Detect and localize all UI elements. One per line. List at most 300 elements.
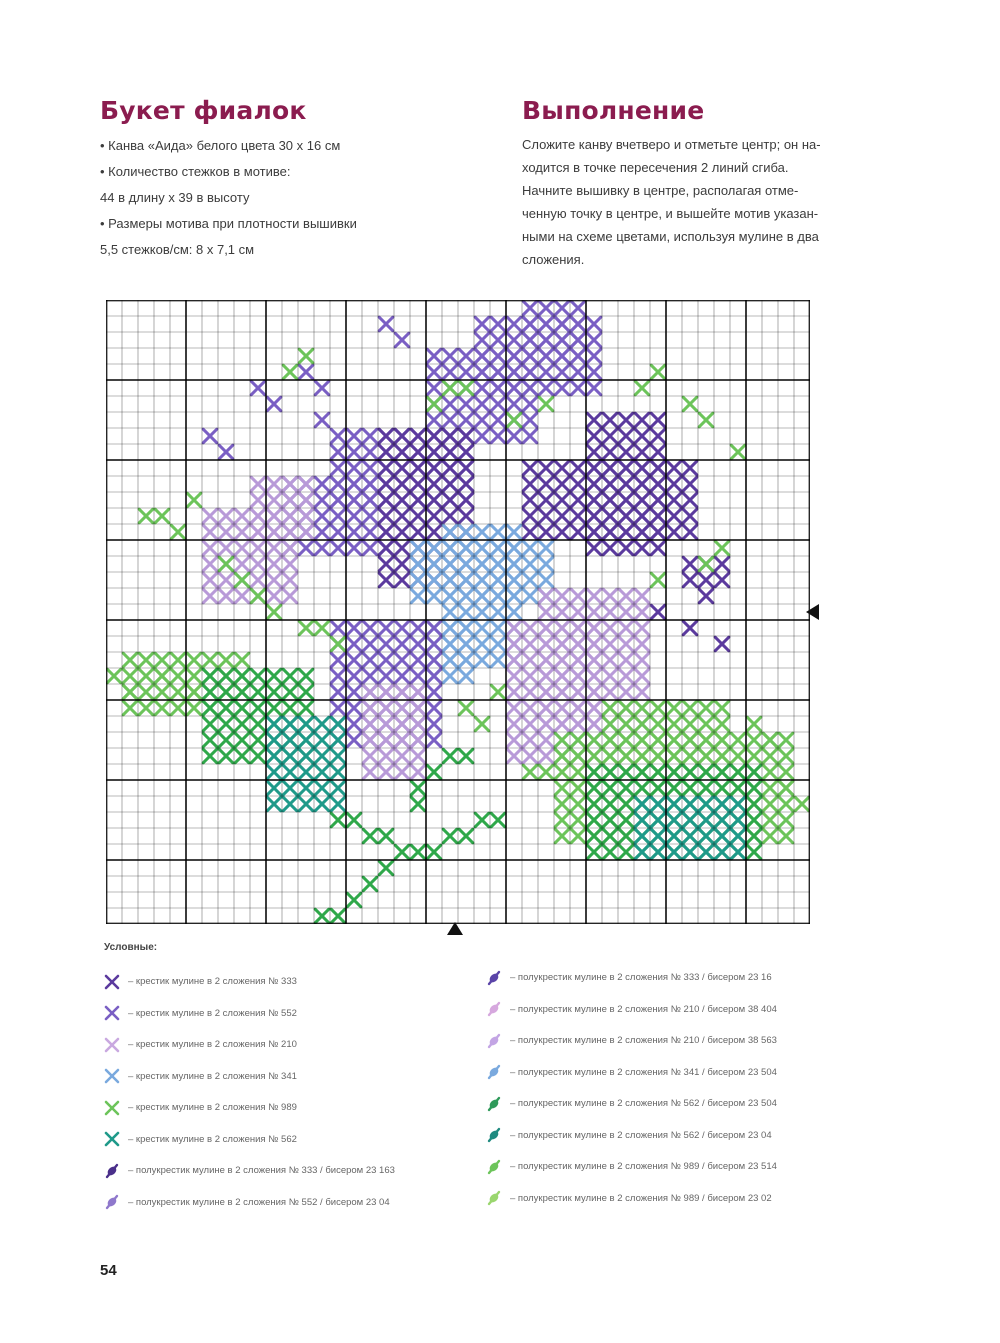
stitch: [683, 717, 697, 731]
stitch: [491, 333, 505, 347]
stitch: [411, 797, 425, 811]
stitch: [395, 493, 409, 507]
stitch: [619, 701, 633, 715]
legend-item: [104, 966, 395, 998]
stitch: [395, 557, 409, 571]
stitch: [491, 685, 505, 699]
stitch: [411, 461, 425, 475]
stitch: [443, 349, 457, 363]
stitch: [379, 861, 393, 875]
stitch: [203, 589, 217, 603]
stitch: [699, 813, 713, 827]
stitch: [363, 717, 377, 731]
stitch: [683, 397, 697, 411]
stitch: [571, 685, 585, 699]
stitch: [795, 797, 809, 811]
stitch: [475, 717, 489, 731]
stitch: [555, 765, 569, 779]
stitch: [491, 621, 505, 635]
stitch: [699, 557, 713, 571]
stitch: [587, 653, 601, 667]
stitch: [523, 301, 537, 315]
stitch: [299, 685, 313, 699]
stitch: [395, 685, 409, 699]
stitch: [363, 429, 377, 443]
bead-stitch-icon: [486, 1064, 502, 1080]
stitch: [619, 509, 633, 523]
stitch: [235, 685, 249, 699]
stitch: [411, 749, 425, 763]
stitch: [683, 797, 697, 811]
stitch: [619, 717, 633, 731]
stitch: [603, 589, 617, 603]
stitch: [379, 621, 393, 635]
stitch: [523, 557, 537, 571]
stitch: [267, 749, 281, 763]
stitch: [459, 477, 473, 491]
stitch: [251, 669, 265, 683]
stitch: [395, 765, 409, 779]
stitch: [667, 797, 681, 811]
stitch: [219, 669, 233, 683]
stitch: [763, 765, 777, 779]
stitch: [251, 525, 265, 539]
legend-item: [104, 1155, 395, 1187]
stitch: [427, 477, 441, 491]
stitch: [267, 525, 281, 539]
stitch: [763, 733, 777, 747]
stitch: [315, 509, 329, 523]
stitch: [155, 653, 169, 667]
spec-line: • Размеры мотива при плотности вышивки: [100, 216, 357, 231]
stitch: [459, 493, 473, 507]
stitch: [411, 717, 425, 731]
stitch: [683, 621, 697, 635]
stitch: [331, 541, 345, 555]
stitch: [219, 557, 233, 571]
stitch: [619, 797, 633, 811]
stitch: [603, 749, 617, 763]
spec-line: • Количество стежков в мотиве:: [100, 164, 291, 179]
stitch: [523, 749, 537, 763]
stitch: [267, 557, 281, 571]
stitch: [587, 461, 601, 475]
stitch: [299, 669, 313, 683]
stitch: [651, 493, 665, 507]
stitch: [731, 733, 745, 747]
stitch: [587, 765, 601, 779]
stitch: [619, 493, 633, 507]
stitch: [219, 445, 233, 459]
stitch: [123, 685, 137, 699]
stitch: [699, 589, 713, 603]
stitch: [475, 637, 489, 651]
stitch: [603, 845, 617, 859]
legend-text: – полукрестик мулине в 2 сложения № 562 / бисером 23 04: [510, 1129, 772, 1141]
pattern-title: Букет фиалок: [100, 96, 307, 125]
stitch: [299, 717, 313, 731]
stitch: [539, 717, 553, 731]
stitch: [779, 749, 793, 763]
stitch: [619, 813, 633, 827]
stitch: [539, 525, 553, 539]
stitch: [523, 397, 537, 411]
stitch: [203, 429, 217, 443]
center-column-marker-icon: [447, 922, 463, 935]
stitch: [379, 477, 393, 491]
stitch: [379, 733, 393, 747]
stitch: [523, 621, 537, 635]
stitch: [571, 717, 585, 731]
stitch: [571, 333, 585, 347]
stitch: [315, 621, 329, 635]
stitch: [571, 829, 585, 843]
stitch: [619, 829, 633, 843]
description-column: [100, 96, 470, 263]
stitch: [651, 461, 665, 475]
stitch: [747, 829, 761, 843]
stitch: [715, 765, 729, 779]
stitch: [619, 653, 633, 667]
stitch: [219, 509, 233, 523]
stitch: [395, 621, 409, 635]
legend-item: [104, 1092, 395, 1124]
stitch: [347, 653, 361, 667]
stitch: [267, 493, 281, 507]
stitch: [555, 637, 569, 651]
stitch: [587, 621, 601, 635]
legend-item: [486, 1183, 777, 1215]
stitch: [235, 573, 249, 587]
stitch: [619, 845, 633, 859]
stitch: [267, 589, 281, 603]
stitch: [587, 733, 601, 747]
stitch: [587, 365, 601, 379]
stitch: [315, 541, 329, 555]
legend-item: [486, 962, 777, 994]
stitch: [331, 685, 345, 699]
stitch: [619, 733, 633, 747]
stitch: [491, 637, 505, 651]
stitch: [651, 525, 665, 539]
stitch: [219, 541, 233, 555]
stitch: [539, 669, 553, 683]
stitch: [667, 781, 681, 795]
stitch: [395, 669, 409, 683]
stitch: [763, 797, 777, 811]
stitch: [491, 365, 505, 379]
stitch: [427, 717, 441, 731]
stitch: [635, 781, 649, 795]
stitch: [507, 349, 521, 363]
stitch: [459, 669, 473, 683]
stitch: [395, 637, 409, 651]
stitch: [571, 637, 585, 651]
stitch: [427, 365, 441, 379]
stitch: [139, 685, 153, 699]
stitch: [443, 653, 457, 667]
stitch: [363, 445, 377, 459]
stitch: [523, 349, 537, 363]
stitch: [491, 429, 505, 443]
stitch: [251, 573, 265, 587]
stitch: [283, 781, 297, 795]
stitch: [395, 541, 409, 555]
stitch: [603, 445, 617, 459]
stitch: [731, 749, 745, 763]
stitch: [539, 557, 553, 571]
stitch: [347, 893, 361, 907]
stitch: [491, 589, 505, 603]
stitch: [539, 477, 553, 491]
stitch: [411, 525, 425, 539]
legend-item: [486, 1120, 777, 1152]
stitch: [715, 701, 729, 715]
stitch: [139, 509, 153, 523]
stitch: [699, 573, 713, 587]
stitch: [651, 413, 665, 427]
spec-line: • Канва «Аида» белого цвета 30 х 16 см: [100, 138, 341, 153]
stitch: [331, 813, 345, 827]
bead-stitch-icon: [104, 1163, 120, 1179]
stitch: [571, 349, 585, 363]
stitch: [459, 349, 473, 363]
stitch: [443, 637, 457, 651]
stitch: [363, 541, 377, 555]
legend-item: [104, 1187, 395, 1219]
stitch: [667, 509, 681, 523]
stitch: [587, 381, 601, 395]
stitch: [683, 509, 697, 523]
stitch: [491, 653, 505, 667]
stitch: [763, 781, 777, 795]
stitch: [219, 717, 233, 731]
stitch: [539, 733, 553, 747]
stitch: [443, 493, 457, 507]
stitch: [427, 397, 441, 411]
stitch: [459, 621, 473, 635]
stitch: [491, 557, 505, 571]
stitch: [427, 653, 441, 667]
stitch: [539, 333, 553, 347]
stitch: [427, 589, 441, 603]
stitch: [555, 333, 569, 347]
stitch: [283, 557, 297, 571]
stitch: [411, 653, 425, 667]
stitch: [763, 749, 777, 763]
legend-item: [486, 994, 777, 1026]
stitch: [555, 605, 569, 619]
stitch: [715, 813, 729, 827]
stitch: [619, 685, 633, 699]
stitch: [299, 749, 313, 763]
stitch: [539, 349, 553, 363]
stitch: [427, 685, 441, 699]
stitch: [587, 349, 601, 363]
stitch: [443, 589, 457, 603]
stitch: [315, 381, 329, 395]
stitch: [427, 525, 441, 539]
stitch: [379, 653, 393, 667]
stitch: [603, 669, 617, 683]
stitch: [635, 541, 649, 555]
stitch: [363, 509, 377, 523]
stitch: [699, 749, 713, 763]
stitch: [475, 541, 489, 555]
stitch: [491, 397, 505, 411]
stitch: [571, 701, 585, 715]
stitch: [379, 525, 393, 539]
stitch: [715, 541, 729, 555]
stitch: [683, 477, 697, 491]
stitch: [283, 525, 297, 539]
stitch: [507, 717, 521, 731]
stitch: [203, 541, 217, 555]
legend-text: – полукрестик мулине в 2 сложения № 333 / бисером 23 163: [128, 1165, 395, 1177]
stitch: [331, 461, 345, 475]
stitch: [715, 829, 729, 843]
stitch: [379, 717, 393, 731]
stitch: [523, 429, 537, 443]
stitch: [523, 317, 537, 331]
stitch: [507, 397, 521, 411]
stitch: [635, 509, 649, 523]
stitch: [283, 797, 297, 811]
stitch: [683, 813, 697, 827]
stitch: [443, 829, 457, 843]
stitch: [555, 701, 569, 715]
stitch: [347, 509, 361, 523]
stitch: [635, 813, 649, 827]
stitch: [603, 477, 617, 491]
stitch: [667, 845, 681, 859]
stitch: [539, 685, 553, 699]
stitch: [171, 653, 185, 667]
stitch: [667, 717, 681, 731]
stitch: [635, 413, 649, 427]
stitch: [603, 429, 617, 443]
legend-text: – крестик мулине в 2 сложения № 341: [128, 1070, 297, 1082]
stitch: [363, 669, 377, 683]
stitch: [651, 365, 665, 379]
stitch: [667, 493, 681, 507]
stitch: [235, 653, 249, 667]
stitch: [347, 493, 361, 507]
stitch: [155, 669, 169, 683]
stitch: [587, 797, 601, 811]
stitch: [507, 541, 521, 555]
stitch: [283, 749, 297, 763]
stitch: [411, 477, 425, 491]
stitch: [507, 621, 521, 635]
stitch: [395, 733, 409, 747]
stitch: [427, 413, 441, 427]
stitch: [651, 765, 665, 779]
stitch: [507, 749, 521, 763]
stitch: [555, 461, 569, 475]
stitch: [203, 685, 217, 699]
stitch: [555, 381, 569, 395]
stitch: [507, 733, 521, 747]
stitch: [619, 749, 633, 763]
stitch: [331, 781, 345, 795]
stitch: [283, 685, 297, 699]
stitch: [651, 509, 665, 523]
stitch: [459, 653, 473, 667]
stitch: [603, 765, 617, 779]
stitch: [443, 365, 457, 379]
stitch: [571, 781, 585, 795]
stitch: [635, 525, 649, 539]
stitch: [587, 525, 601, 539]
stitch: [635, 461, 649, 475]
stitch: [267, 797, 281, 811]
stitch: [459, 525, 473, 539]
stitch: [667, 829, 681, 843]
stitch: [587, 637, 601, 651]
stitch: [251, 717, 265, 731]
stitch: [715, 573, 729, 587]
stitch: [651, 717, 665, 731]
stitch: [603, 653, 617, 667]
stitch: [347, 717, 361, 731]
stitch: [587, 477, 601, 491]
legend-item: [104, 998, 395, 1030]
stitch: [219, 701, 233, 715]
stitch: [523, 525, 537, 539]
stitch: [187, 701, 201, 715]
stitch: [603, 701, 617, 715]
stitch: [443, 621, 457, 635]
stitch: [395, 573, 409, 587]
stitch: [363, 749, 377, 763]
stitch: [299, 621, 313, 635]
stitch: [315, 525, 329, 539]
stitch: [635, 829, 649, 843]
stitch: [539, 317, 553, 331]
stitch: [139, 669, 153, 683]
stitch: [155, 685, 169, 699]
stitch: [427, 669, 441, 683]
cross-stitch-icon: [104, 1100, 120, 1116]
stitch: [443, 397, 457, 411]
stitch: [427, 541, 441, 555]
legend-text: – полукрестик мулине в 2 сложения № 562 / бисером 23 504: [510, 1098, 777, 1110]
stitch: [635, 845, 649, 859]
stitch: [331, 797, 345, 811]
stitch: [539, 461, 553, 475]
stitch: [555, 813, 569, 827]
stitch: [203, 509, 217, 523]
stitch: [523, 477, 537, 491]
stitch: [603, 813, 617, 827]
stitch: [379, 317, 393, 331]
stitch: [267, 605, 281, 619]
stitch: [219, 685, 233, 699]
stitch: [523, 589, 537, 603]
stitch: [635, 717, 649, 731]
stitch: [219, 733, 233, 747]
stitch: [699, 765, 713, 779]
stitch: [731, 829, 745, 843]
stitch: [363, 461, 377, 475]
stitch: [699, 797, 713, 811]
stitch: [619, 429, 633, 443]
stitch: [683, 733, 697, 747]
stitch: [411, 765, 425, 779]
stitch: [427, 349, 441, 363]
stitch: [619, 669, 633, 683]
